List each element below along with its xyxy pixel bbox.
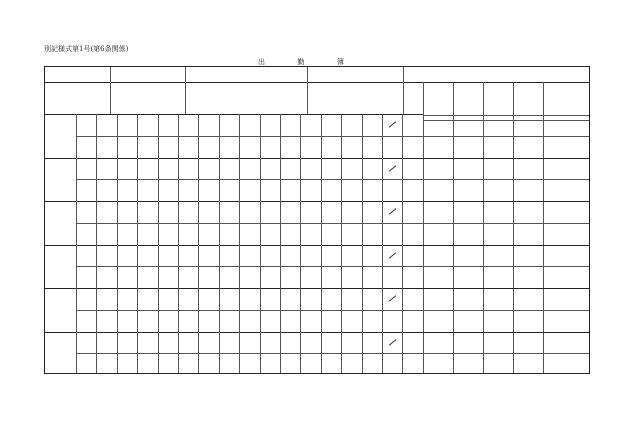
grid-line [178, 332, 179, 375]
title-char: 出 [258, 58, 265, 66]
grid-line [280, 201, 281, 245]
grid-line [382, 201, 383, 245]
grid-line [423, 120, 590, 121]
grid-line [45, 158, 590, 159]
grid-line [45, 201, 590, 202]
grid-line [362, 158, 363, 202]
grid-line [45, 332, 590, 333]
grid-line [117, 114, 118, 158]
title-char: 簿 [337, 58, 344, 66]
grid-line [321, 158, 322, 202]
grid-line [76, 288, 77, 332]
grid-line [260, 245, 261, 289]
grid-line [543, 82, 544, 374]
slash-mark [389, 165, 397, 172]
grid-line [76, 136, 590, 137]
grid-line [198, 288, 199, 332]
grid-line [341, 201, 342, 245]
grid-line [137, 245, 138, 289]
title-char: 勤 [297, 58, 305, 66]
grid-line [362, 114, 363, 158]
grid-line [402, 332, 403, 375]
grid-line [219, 114, 220, 158]
grid-line [219, 158, 220, 202]
grid-line [423, 82, 424, 374]
grid-line [198, 332, 199, 375]
grid-line [341, 288, 342, 332]
grid-line [219, 245, 220, 289]
grid-line [239, 332, 240, 375]
grid-line [513, 82, 514, 374]
grid-line [185, 67, 186, 114]
grid-line [382, 288, 383, 332]
grid-line [158, 245, 159, 289]
grid-line [402, 114, 403, 158]
slash-mark [389, 208, 397, 215]
grid-line [198, 245, 199, 289]
grid-line [362, 288, 363, 332]
grid-line [96, 288, 97, 332]
grid-line [341, 158, 342, 202]
grid-line [45, 82, 590, 83]
grid-line [219, 201, 220, 245]
grid-line [423, 115, 590, 116]
grid-line [260, 332, 261, 375]
slash-mark [389, 295, 397, 302]
grid-line [137, 114, 138, 158]
grid-line [76, 201, 77, 245]
grid-line [45, 114, 423, 115]
slash-mark [389, 252, 397, 259]
grid-line [300, 114, 301, 158]
grid-line [341, 245, 342, 289]
grid-line [382, 158, 383, 202]
attendance-grid [44, 66, 590, 374]
slash-mark [389, 339, 397, 346]
form-caption: 別記様式第1号(第6条関係) [44, 45, 129, 53]
grid-line [260, 288, 261, 332]
grid-line [117, 288, 118, 332]
grid-line [239, 288, 240, 332]
grid-line [76, 179, 590, 180]
grid-line [239, 201, 240, 245]
grid-line [362, 245, 363, 289]
grid-line [110, 67, 111, 114]
grid-line [76, 114, 77, 158]
grid-line [260, 201, 261, 245]
grid-line [402, 288, 403, 332]
grid-line [239, 245, 240, 289]
grid-line [96, 245, 97, 289]
grid-line [300, 201, 301, 245]
grid-line [198, 201, 199, 245]
grid-line [300, 158, 301, 202]
grid-line [280, 245, 281, 289]
grid-line [76, 245, 77, 289]
grid-line [178, 158, 179, 202]
grid-line [117, 158, 118, 202]
grid-line [76, 353, 590, 354]
grid-line [321, 288, 322, 332]
grid-line [402, 158, 403, 202]
grid-line [382, 245, 383, 289]
grid-line [117, 245, 118, 289]
grid-line [137, 288, 138, 332]
grid-line [280, 114, 281, 158]
grid-line [321, 114, 322, 158]
grid-line [300, 332, 301, 375]
grid-line [280, 158, 281, 202]
grid-line [158, 332, 159, 375]
grid-line [117, 332, 118, 375]
grid-line [239, 158, 240, 202]
grid-line [45, 245, 590, 246]
grid-line [76, 266, 590, 267]
grid-line [280, 332, 281, 375]
grid-line [402, 245, 403, 289]
grid-line [158, 158, 159, 202]
grid-line [198, 114, 199, 158]
grid-line [137, 332, 138, 375]
grid-line [362, 201, 363, 245]
grid-line [280, 288, 281, 332]
grid-line [158, 114, 159, 158]
grid-line [483, 82, 484, 374]
grid-line [45, 288, 590, 289]
grid-line [402, 201, 403, 245]
grid-line [178, 114, 179, 158]
grid-line [219, 288, 220, 332]
grid-line [341, 114, 342, 158]
grid-line [76, 332, 77, 375]
grid-line [96, 114, 97, 158]
slash-mark [389, 121, 397, 128]
grid-line [76, 223, 590, 224]
grid-line [158, 288, 159, 332]
grid-line [137, 158, 138, 202]
grid-line [76, 310, 590, 311]
grid-line [96, 201, 97, 245]
grid-line [403, 67, 404, 82]
grid-line [260, 158, 261, 202]
grid-line [362, 332, 363, 375]
grid-line [382, 114, 383, 158]
grid-line [239, 114, 240, 158]
grid-line [300, 245, 301, 289]
grid-line [300, 288, 301, 332]
grid-line [96, 158, 97, 202]
grid-line [219, 332, 220, 375]
grid-line [321, 201, 322, 245]
grid-line [178, 245, 179, 289]
grid-line [321, 332, 322, 375]
grid-line [341, 332, 342, 375]
grid-line [158, 201, 159, 245]
grid-line [321, 245, 322, 289]
grid-line [382, 332, 383, 375]
grid-line [137, 201, 138, 245]
grid-line [96, 332, 97, 375]
grid-line [453, 82, 454, 374]
grid-line [178, 201, 179, 245]
grid-line [307, 67, 308, 114]
grid-line [198, 158, 199, 202]
grid-line [117, 201, 118, 245]
grid-line [76, 158, 77, 202]
grid-line [260, 114, 261, 158]
grid-line [178, 288, 179, 332]
grid-line [403, 82, 404, 114]
